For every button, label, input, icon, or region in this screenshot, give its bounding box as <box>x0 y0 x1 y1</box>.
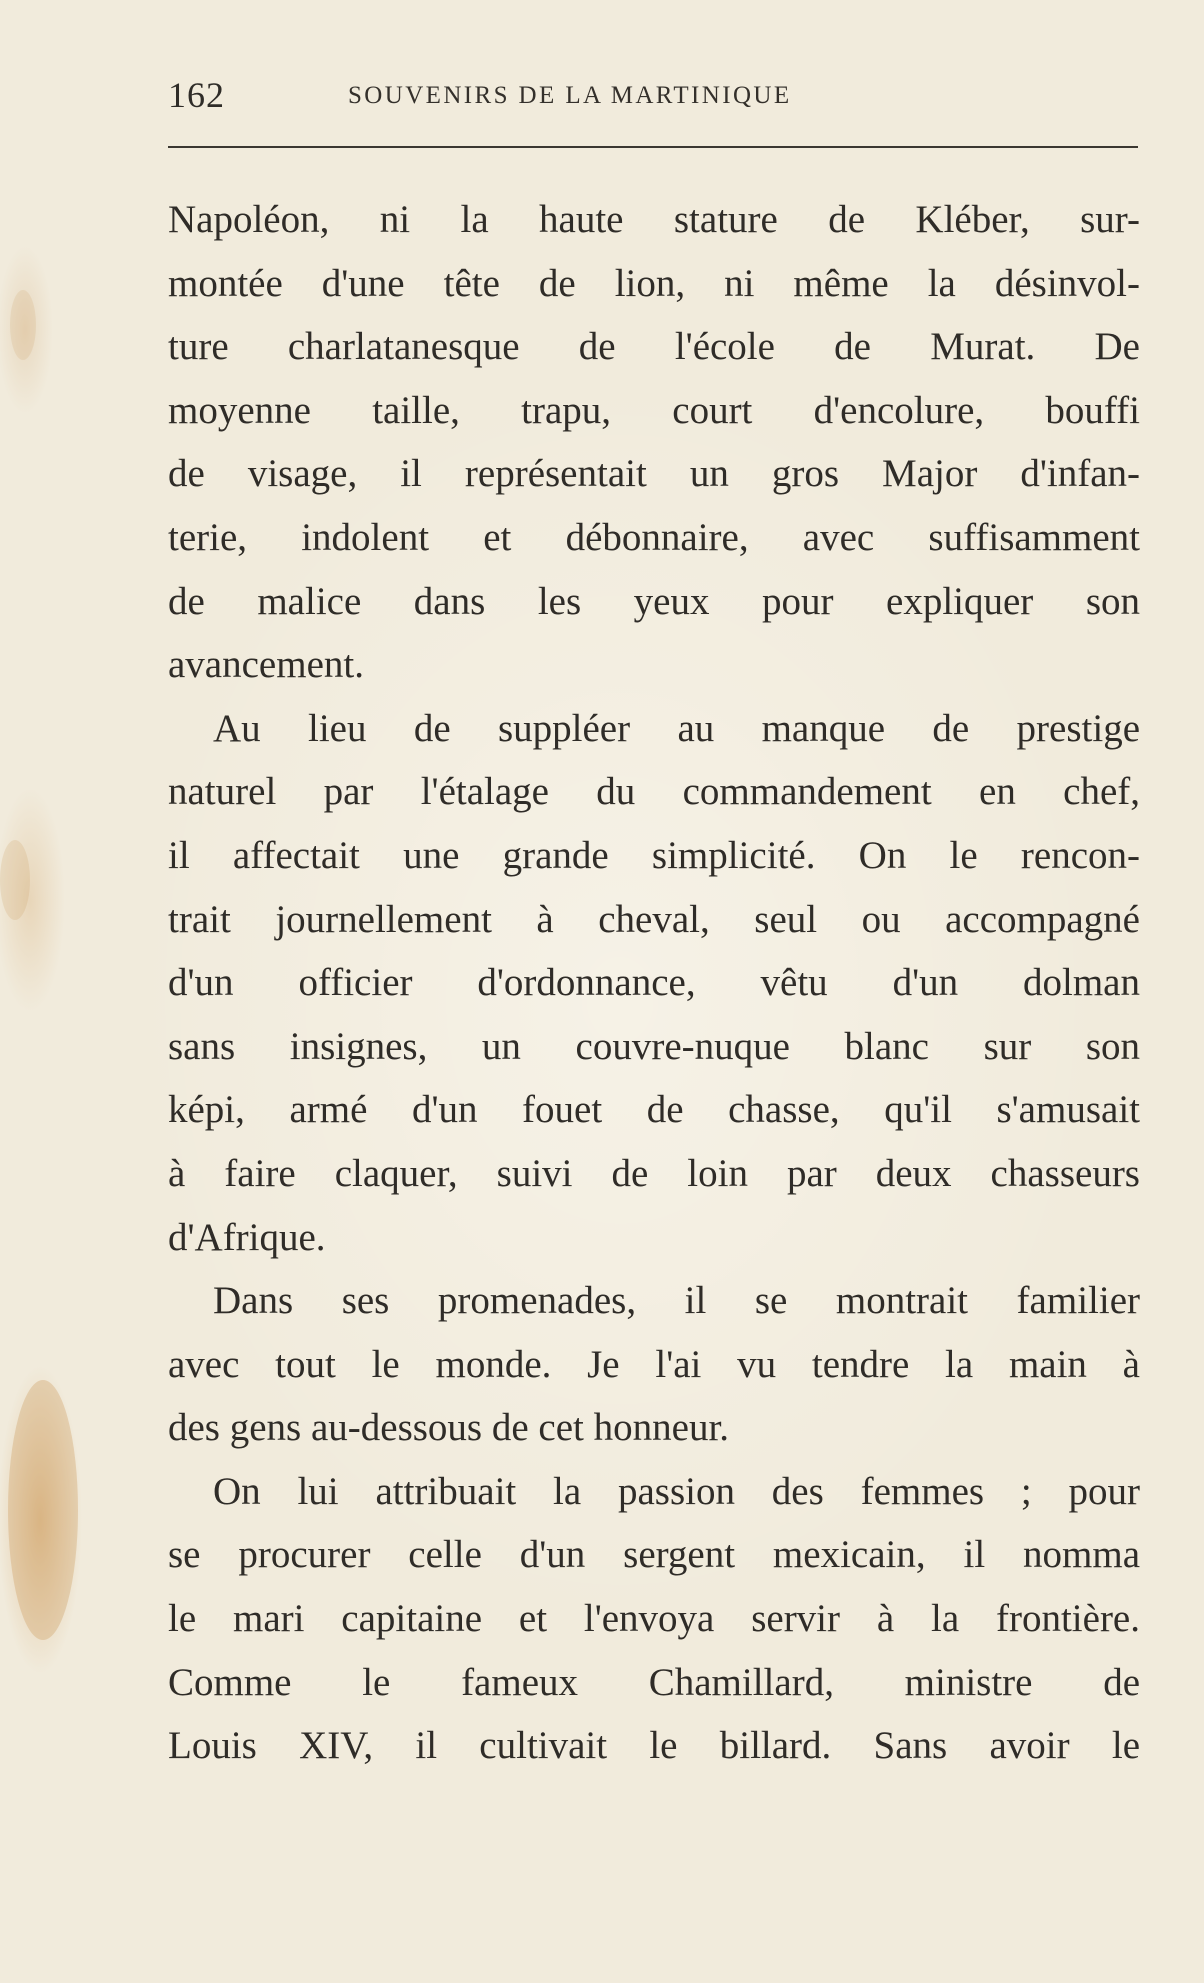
foxing-stain <box>10 290 36 360</box>
text-line: terie, indolent et débonnaire, avec suffisamment <box>168 515 1140 559</box>
text-line: Au lieu de suppléer au manque de prestige <box>213 706 1140 750</box>
text-line: des gens au-dessous de cet honneur. <box>168 1406 730 1450</box>
text-line: Comme le fameux Chamillard, ministre de <box>168 1660 1140 1704</box>
foxing-stain <box>8 1380 78 1640</box>
text-line: naturel par l'étalage du commandement en chef, <box>168 770 1140 814</box>
text-line: avancement. <box>168 643 364 687</box>
text-line: d'Afrique. <box>168 1215 326 1259</box>
running-title: SOUVENIRS DE LA MARTINIQUE <box>348 82 792 109</box>
text-line: Louis XIV, il cultivait le billard. Sans avoir le <box>168 1724 1140 1768</box>
text-line: trait journellement à cheval, seul ou accompagné <box>168 897 1140 941</box>
text-line: Napoléon, ni la haute stature de Kléber, sur- <box>168 198 1140 241</box>
text-line: avec tout le monde. Je l'ai vu tendre la main à <box>168 1342 1140 1386</box>
text-line: sans insignes, un couvre-nuque blanc sur son <box>168 1024 1140 1068</box>
text-line: montée d'une tête de lion, ni même la désinvol- <box>168 261 1140 305</box>
text-line: ture charlatanesque de l'école de Murat. De <box>168 325 1140 369</box>
text-line: le mari capitaine et l'envoya servir à la frontière. <box>168 1597 1140 1641</box>
text-line: On lui attribuait la passion des femmes ; pour <box>213 1469 1140 1513</box>
text-line: se procurer celle d'un sergent mexicain, il nomma <box>168 1533 1140 1577</box>
text-line: moyenne taille, trapu, court d'encolure, bouffi <box>168 388 1140 432</box>
page-number: 162 <box>168 75 225 115</box>
foxing-stain <box>0 840 30 920</box>
page-header <box>168 74 1138 124</box>
text-line: de visage, il représentait un gros Major d'infan- <box>168 452 1140 496</box>
text-line: de malice dans les yeux pour expliquer son <box>168 579 1140 623</box>
text-line: képi, armé d'un fouet de chasse, qu'il s'amusait <box>168 1088 1140 1132</box>
text-line: Dans ses promenades, il se montrait familier <box>213 1279 1140 1323</box>
body-text <box>168 188 1140 1778</box>
text-line: d'un officier d'ordonnance, vêtu d'un dolman <box>168 961 1140 1005</box>
text-line: il affectait une grande simplicité. On le rencon- <box>168 833 1140 877</box>
header-rule <box>168 146 1138 148</box>
text-line: à faire claquer, suivi de loin par deux chasseurs <box>168 1151 1140 1195</box>
